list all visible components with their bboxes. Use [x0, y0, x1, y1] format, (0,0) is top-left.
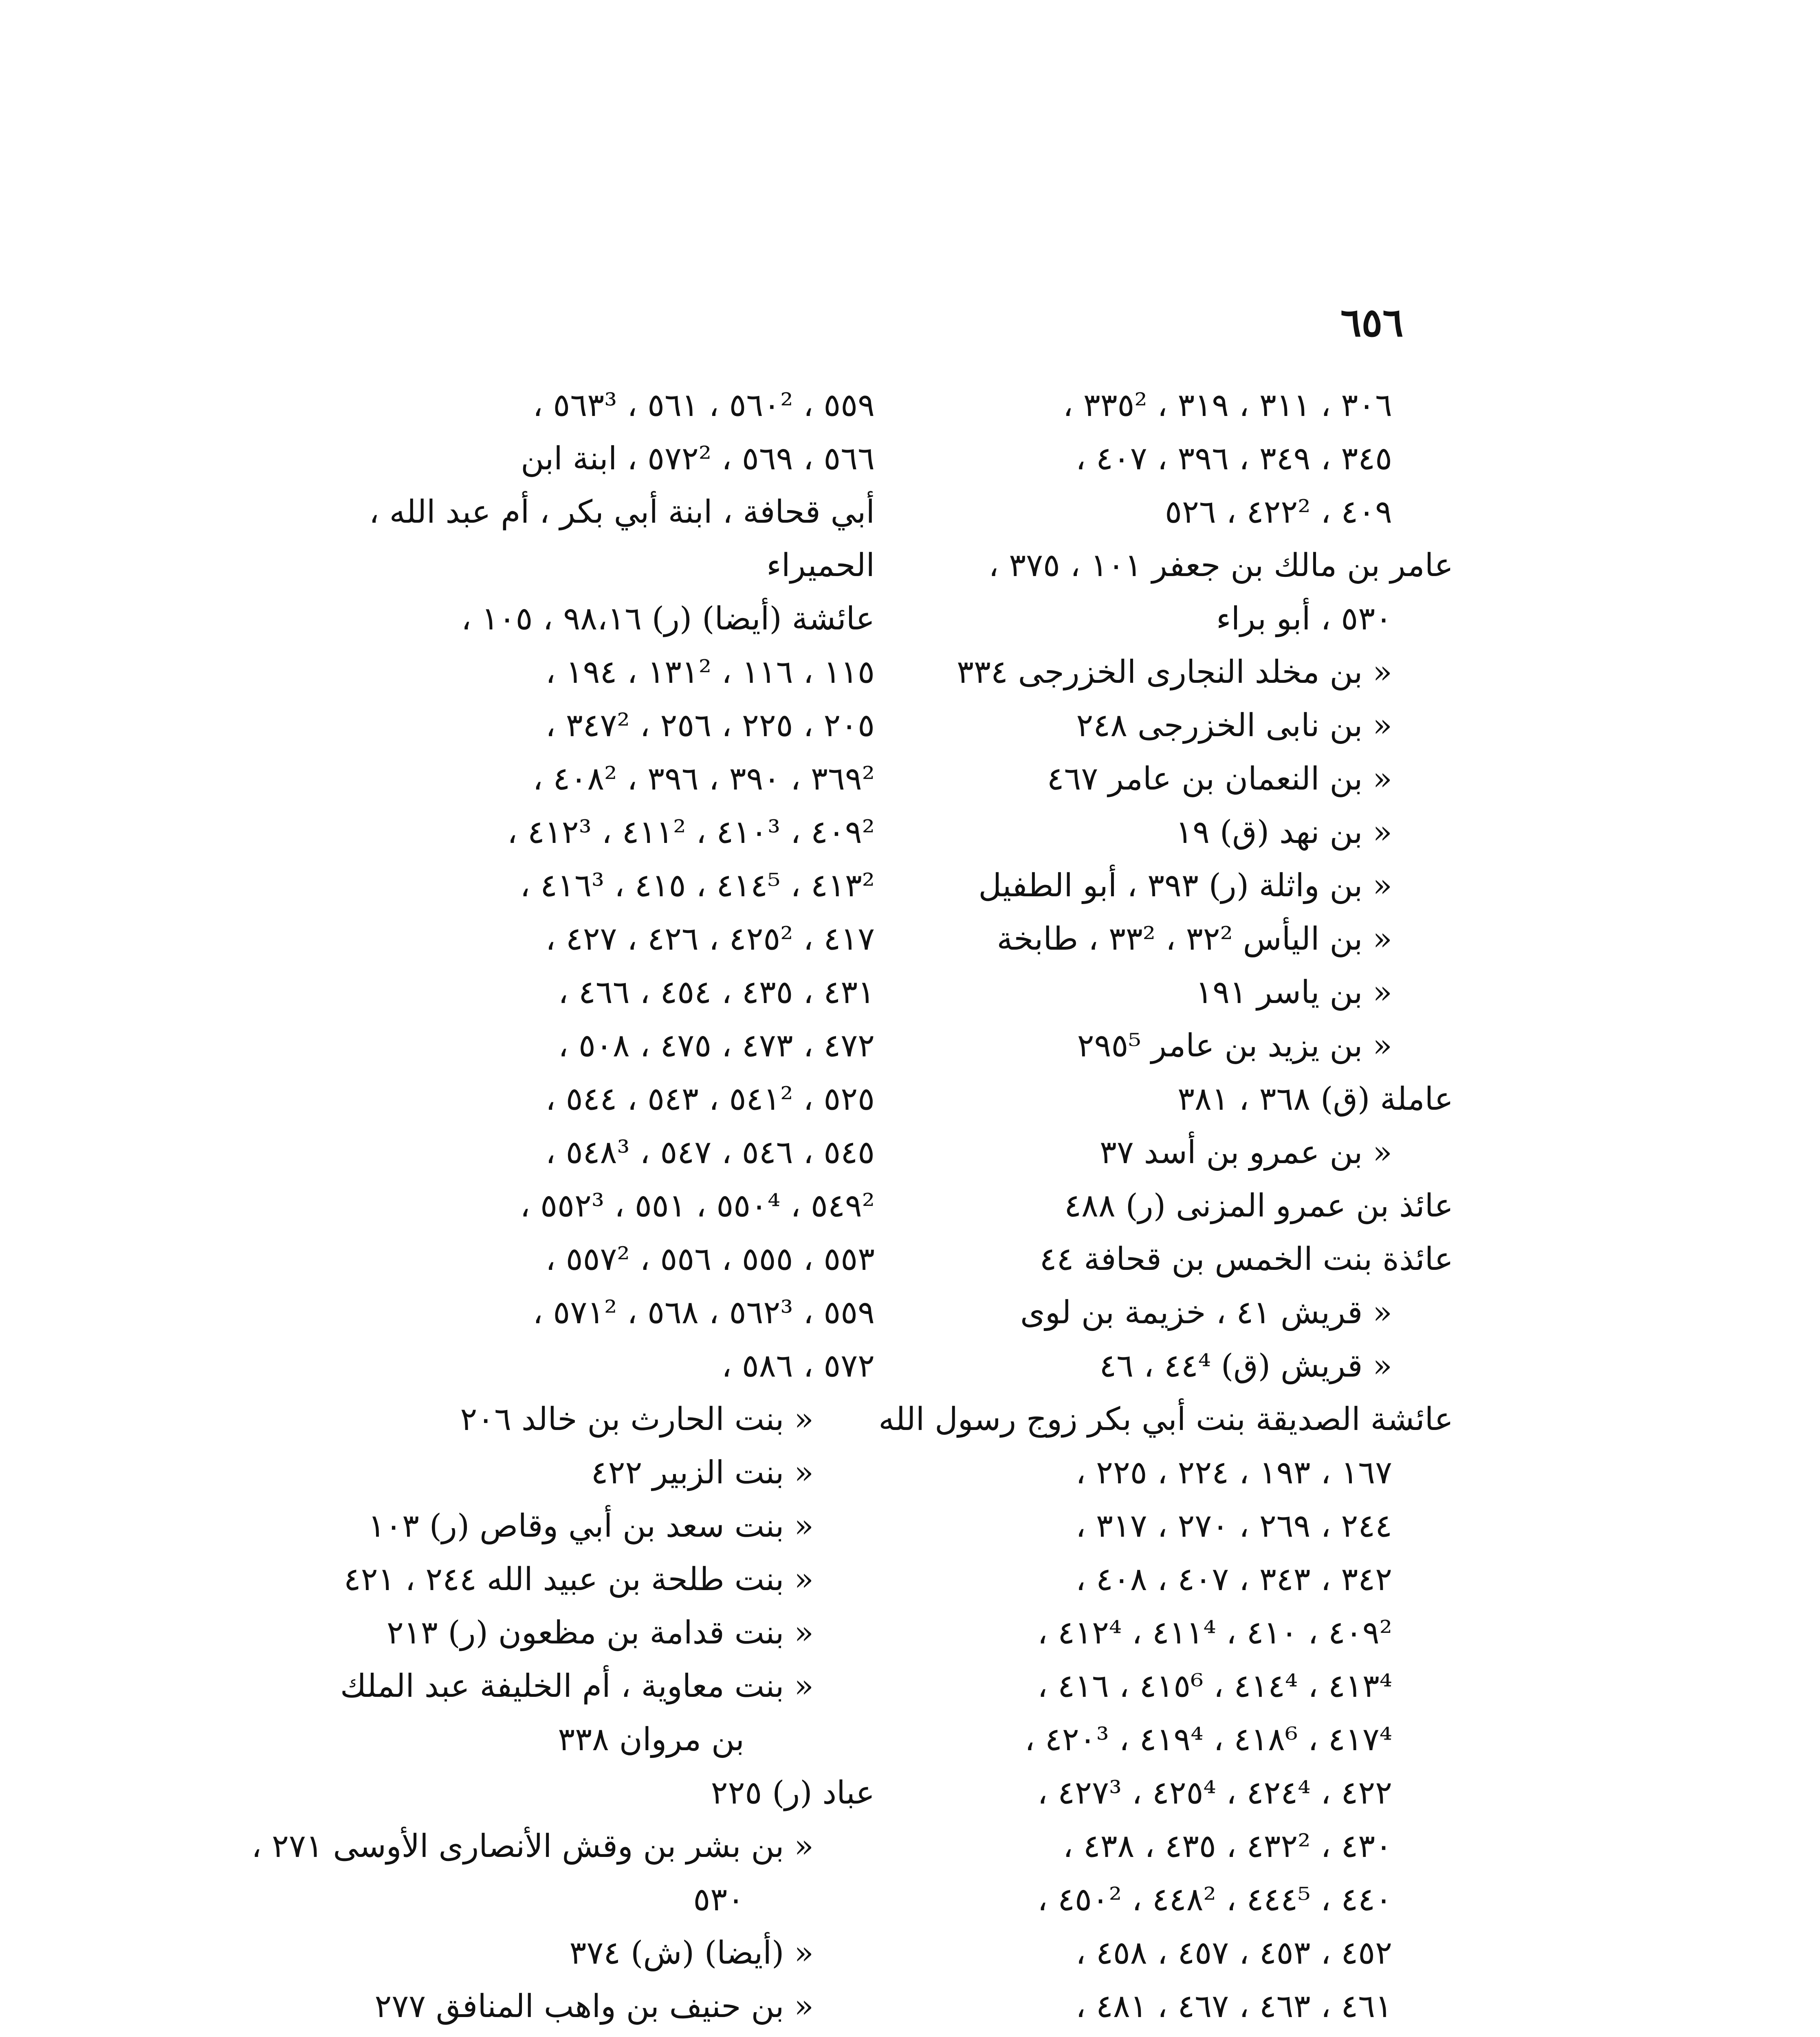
- index-entry-line: ٥٧٢ ، ٥٨٦ ،: [721, 1348, 875, 1384]
- index-entry-line: ٤٧٢ ، ٤٧٣ ، ٤٧٥ ، ٥٠٨ ،: [558, 1027, 875, 1064]
- index-entry-line: « بنت معاوية ، أم الخليفة عبد الملك: [340, 1668, 814, 1705]
- index-entry-line: أبي قحافة ، ابنة أبي بكر ، أم عبد الله ،: [369, 494, 875, 530]
- index-entry-line: « بن حنيف بن واهب المنافق ٢٧٧: [374, 1988, 814, 2025]
- index-entry-line: ٥٦٦ ، ٥٦٩ ، ٥٧٢² ، ابنة ابن: [521, 440, 875, 477]
- index-entry-line: ٣٤٢ ، ٣٤٣ ، ٤٠٧ ، ٤٠٨ ،: [1075, 1561, 1392, 1598]
- index-entry-line: « بن ياسر ١٩١: [1195, 974, 1392, 1011]
- index-entry-line: ٤٣١ ، ٤٣٥ ، ٤٥٤ ، ٤٦٦ ،: [558, 974, 875, 1011]
- index-entry-line: ٢٤٤ ، ٢٦٩ ، ٢٧٠ ، ٣١٧ ،: [1075, 1508, 1392, 1544]
- index-entry-line: ٥٥٩ ، ٥٦٢³ ، ٥٦٨ ، ٥٧١² ،: [533, 1294, 875, 1331]
- index-entry-line: ١٦٧ ، ١٩٣ ، ٢٢٤ ، ٢٢٥ ،: [1075, 1454, 1392, 1491]
- index-entry-line: ٤٠٩² ، ٤١٠ ، ٤١١⁴ ، ٤١٢⁴ ،: [1037, 1615, 1392, 1651]
- index-column-right: [793, 379, 1453, 2037]
- index-entry-line: ٤٤٠ ، ٤٤٤⁵ ، ٤٤٨² ، ٤٥٠² ،: [1037, 1881, 1392, 1918]
- index-entry-line: « بن مخلد النجارى الخزرجى ٣٣٤: [957, 654, 1392, 691]
- index-entry-line: ٣٤٥ ، ٣٤٩ ، ٣٩٦ ، ٤٠٧ ،: [1075, 440, 1392, 477]
- index-entry-line: بن مروان ٣٣٨: [558, 1721, 744, 1758]
- index-entry-line: ٤٦١ ، ٤٦٣ ، ٤٦٧ ، ٤٨١ ،: [1075, 1988, 1392, 2025]
- index-entry-line: « بن اليأس ٣٢² ، ٣٣² ، طابخة: [997, 921, 1392, 957]
- index-entry-line: « بن النعمان بن عامر ٤٦٧: [1047, 761, 1392, 797]
- index-entry-line: « بنت الزبير ٤٢٢: [591, 1454, 814, 1491]
- index-entry-line: « بن نهد (ق) ١٩: [1175, 814, 1392, 851]
- page-number: ٦٥٦: [1340, 299, 1404, 345]
- index-entry-line: « بن واثلة (ر) ٣٩٣ ، أبو الطفيل: [978, 867, 1392, 904]
- index-entry-line: ٣٦٩² ، ٣٩٠ ، ٣٩٦ ، ٤٠٨² ،: [533, 761, 875, 797]
- index-entry-line: « قريش ٤١ ، خزيمة بن لوى: [1020, 1294, 1392, 1331]
- index-entry-line: « بن بشر بن وقش الأنصارى الأوسى ٢٧١ ،: [251, 1828, 814, 1865]
- index-entry-line: ٤٥٢ ، ٤٥٣ ، ٤٥٧ ، ٤٥٨ ،: [1075, 1935, 1392, 1971]
- index-entry-line: ٤٢٢ ، ٤٢٤⁴ ، ٤٢٥⁴ ، ٤٢٧³ ،: [1037, 1775, 1392, 1811]
- index-entry-line: « (أيضا) (ش) ٣٧٤: [569, 1935, 814, 1971]
- index-entry-line: عاملة (ق) ٣٦٨ ، ٣٨١: [1177, 1081, 1453, 1117]
- index-entry-line: [793, 2033, 1453, 2037]
- index-entry-line: عائذة بنت الخمس بن قحافة ٤٤: [1039, 1241, 1453, 1278]
- index-entry-line: « قريش (ق) ٤٤⁴ ، ٤٦: [1099, 1348, 1392, 1384]
- index-entry-line: « بن عمرو بن أسد ٣٧: [1100, 1134, 1392, 1171]
- index-entry-line: [215, 2033, 875, 2037]
- index-entry-line: ٥٣٠: [693, 1881, 744, 1918]
- index-entry-line: ٤١٣⁴ ، ٤١٤⁴ ، ٤١٥⁶ ، ٤١٦ ،: [1037, 1668, 1392, 1705]
- index-entry-line: « بن يزيد بن عامر ٢٩٥⁵: [1077, 1027, 1392, 1064]
- index-entry-line: ٥٣٠ ، أبو براء: [1216, 601, 1392, 637]
- index-entry-line: ٤١٧ ، ٤٢٥² ، ٤٢٦ ، ٤٢٧ ،: [545, 921, 875, 957]
- index-entry-line: ٥٥٩ ، ٥٦٠² ، ٥٦١ ، ٥٦٣³ ،: [533, 387, 875, 424]
- index-entry-line: ٤٠٩² ، ٤١٠³ ، ٤١١² ، ٤١٢³ ،: [507, 814, 875, 851]
- index-entry-line: « بن نابى الخزرجى ٢٤٨: [1076, 707, 1392, 744]
- index-entry-line: عامر بن مالك بن جعفر ١٠١ ، ٣٧٥ ،: [988, 547, 1453, 584]
- index-entry-line: عباد (ر) ٢٢٥: [711, 1775, 875, 1811]
- index-entry-line: « بنت قدامة بن مظعون (ر) ٢١٣: [386, 1615, 814, 1651]
- index-entry-line: ٤٠٩ ، ٤٢٢² ، ٥٢٦: [1165, 494, 1392, 530]
- index-entry-line: ٥٢٥ ، ٥٤١² ، ٥٤٣ ، ٥٤٤ ،: [545, 1081, 875, 1117]
- index-entry-line: « بنت الحارث بن خالد ٢٠٦: [460, 1401, 814, 1438]
- index-entry-line: الحميراء: [766, 547, 875, 584]
- index-entry-line: عائذ بن عمرو المزنى (ر) ٤٨٨: [1064, 1188, 1453, 1224]
- index-entry-line: ٣٠٦ ، ٣١١ ، ٣١٩ ، ٣٣٥² ،: [1063, 387, 1392, 424]
- index-entry-line: عائشة (أيضا) (ر) ٩٨،١٦ ، ١٠٥ ،: [461, 601, 875, 637]
- index-entry-line: ١١٥ ، ١١٦ ، ١٣١² ، ١٩٤ ،: [545, 654, 875, 691]
- index-entry-line: عائشة الصديقة بنت أبي بكر زوج رسول الله: [878, 1401, 1453, 1438]
- index-entry-line: « بنت طلحة بن عبيد الله ٢٤٤ ، ٤٢١: [343, 1561, 814, 1598]
- index-entry-line: ٥٤٩² ، ٥٥٠⁴ ، ٥٥١ ، ٥٥٢³ ،: [520, 1188, 875, 1224]
- index-column-left: [215, 379, 875, 2037]
- index-entry-line: ٤١٣² ، ٤١٤⁵ ، ٤١٥ ، ٤١٦³ ،: [520, 867, 875, 904]
- index-entry-line: « بنت سعد بن أبي وقاص (ر) ١٠٣: [368, 1508, 814, 1544]
- index-entry-line: ٥٥٣ ، ٥٥٥ ، ٥٥٦ ، ٥٥٧² ،: [545, 1241, 875, 1278]
- index-entry-line: ٢٠٥ ، ٢٢٥ ، ٢٥٦ ، ٣٤٧² ،: [545, 707, 875, 744]
- index-entry-line: ٤٣٠ ، ٤٣٢² ، ٤٣٥ ، ٤٣٨ ،: [1063, 1828, 1392, 1865]
- index-entry-line: ٥٤٥ ، ٥٤٦ ، ٥٤٧ ، ٥٤٨³ ،: [545, 1134, 875, 1171]
- index-entry-line: ٤١٧⁴ ، ٤١٨⁶ ، ٤١٩⁴ ، ٤٢٠³ ،: [1024, 1721, 1392, 1758]
